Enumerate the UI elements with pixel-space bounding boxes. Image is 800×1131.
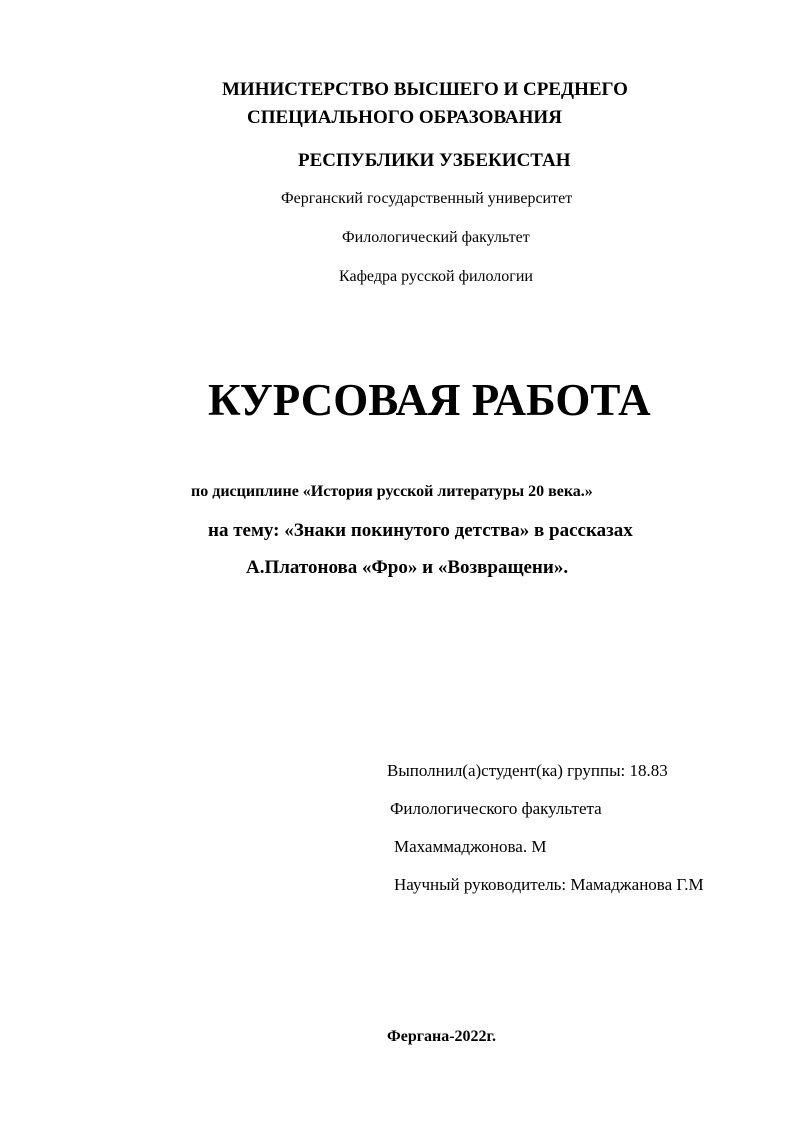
author-faculty: Филологического факультета [390, 799, 602, 818]
ministry-line-1: МИНИСТЕРСТВО ВЫСШЕГО И СРЕДНЕГО [222, 79, 628, 100]
university-name: Ферганский государственный университет [281, 190, 573, 207]
topic-line-1: на тему: «Знаки покинутого детства» в рассказах [208, 520, 633, 541]
republic-name: РЕСПУБЛИКИ УЗБЕКИСТАН [298, 150, 571, 171]
ministry-line-2: СПЕЦИАЛЬНОГО ОБРАЗОВАНИЯ [247, 107, 562, 128]
document-title: КУРСОВАЯ РАБОТА [208, 375, 651, 425]
supervisor: Научный руководитель: Мамаджанова Г.М [394, 875, 704, 894]
discipline-line: по дисциплине «История русской литературы 20 века.» [191, 483, 593, 500]
student-name: Махаммаджонова. М [394, 837, 547, 856]
city-year: Фергана-2022г. [387, 1028, 497, 1045]
department-name: Кафедра русской филологии [339, 268, 533, 285]
topic-line-2: А.Платонова «Фро» и «Возвращени». [246, 557, 569, 578]
faculty-name: Филологический факультет [342, 229, 530, 246]
performed-by: Выполнил(а)студент(ка) группы: 18.83 [387, 761, 668, 780]
